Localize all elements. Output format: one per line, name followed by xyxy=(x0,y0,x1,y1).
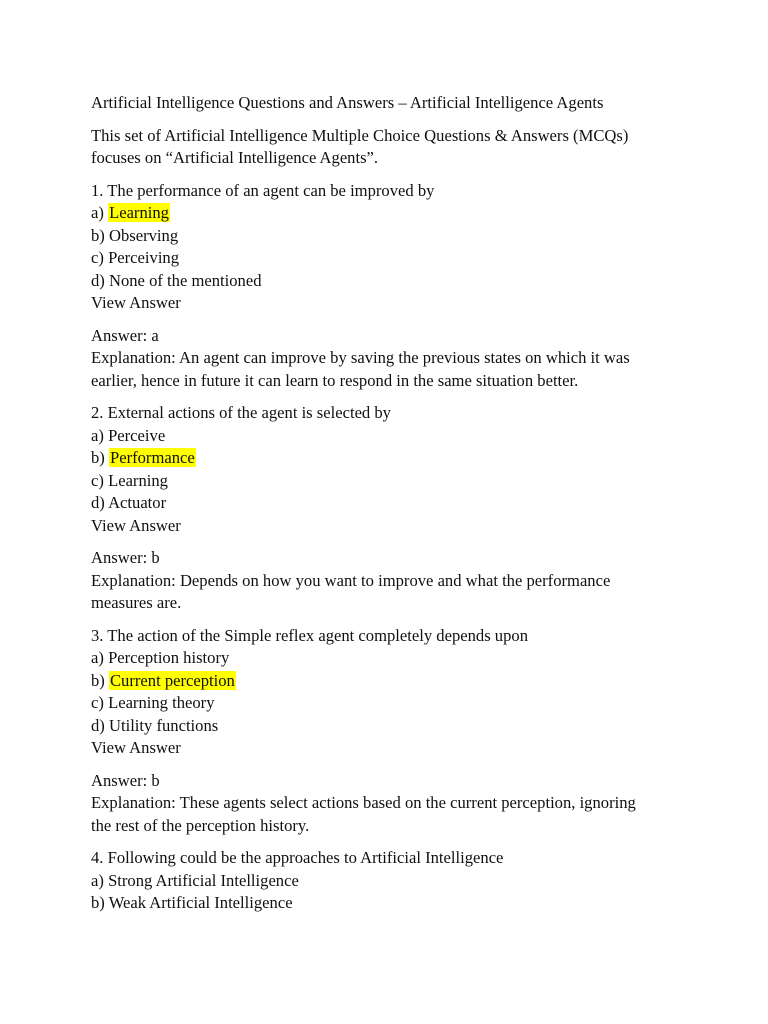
option-c xyxy=(91,247,711,270)
option-prefix: b) xyxy=(91,225,105,245)
option-prefix: d) xyxy=(91,270,105,290)
question-text: 2. External actions of the agent is selected by xyxy=(91,403,391,422)
option-a xyxy=(91,870,711,893)
option-prefix: b) xyxy=(91,670,105,690)
option-prefix: d) xyxy=(91,715,105,735)
answer-text: Answer: a xyxy=(91,325,159,345)
option-c xyxy=(91,692,711,715)
question-3 xyxy=(91,625,711,760)
option-prefix: d) xyxy=(91,493,105,512)
option-text: Actuator xyxy=(108,493,167,512)
option-a xyxy=(91,425,711,448)
answer-text: Answer: b xyxy=(91,770,160,790)
option-a xyxy=(91,647,711,670)
option-text: None of the mentioned xyxy=(108,270,262,290)
option-b xyxy=(91,225,711,248)
option-prefix: c) xyxy=(91,470,104,490)
intro-paragraph xyxy=(91,125,711,170)
explanation-text: the rest of the perception history. xyxy=(91,815,310,835)
option-text: Perception history xyxy=(108,648,230,667)
view-answer-link[interactable]: View Answer xyxy=(91,515,181,535)
question-text: 4. Following could be the approaches to Artificial Intelligence xyxy=(91,848,504,867)
option-prefix: b) xyxy=(91,893,105,912)
option-prefix: a) xyxy=(91,648,104,667)
option-text: Perceiving xyxy=(108,248,180,267)
option-prefix: a) xyxy=(91,203,104,222)
document-title: Artificial Intelligence Questions and Answers – Artificial Intelligence Agents xyxy=(91,93,604,112)
intro-line: focuses on “Artificial Intelligence Agents”. xyxy=(91,148,379,167)
option-a xyxy=(91,202,711,225)
option-text: Perceive xyxy=(108,425,166,445)
option-b xyxy=(91,670,711,693)
answer-text: Answer: b xyxy=(91,548,160,567)
option-b xyxy=(91,447,711,470)
option-text: Strong Artificial Intelligence xyxy=(108,870,299,890)
option-text: Performance xyxy=(109,448,195,467)
option-prefix: c) xyxy=(91,248,104,267)
option-b xyxy=(91,892,711,915)
option-d xyxy=(91,492,711,515)
answer-block-2 xyxy=(91,547,711,615)
option-text: Weak Artificial Intelligence xyxy=(108,893,293,912)
option-text: Observing xyxy=(108,225,179,245)
option-prefix: a) xyxy=(91,425,104,445)
option-prefix: a) xyxy=(91,870,104,890)
answer-block-3 xyxy=(91,770,711,838)
view-answer-link[interactable]: View Answer xyxy=(91,293,181,312)
explanation-text: Explanation: An agent can improve by saving the previous states on which it was xyxy=(91,348,630,367)
intro-line: This set of Artificial Intelligence Multiple Choice Questions & Answers (MCQs) xyxy=(91,125,629,145)
question-4 xyxy=(91,847,711,915)
option-prefix: c) xyxy=(91,693,104,712)
option-text: Current perception xyxy=(109,670,235,690)
option-text: Utility functions xyxy=(108,715,219,735)
explanation-text: Explanation: These agents select actions based on the current perception, ignoring xyxy=(91,793,636,812)
option-text: Learning theory xyxy=(108,693,215,712)
explanation-text: measures are. xyxy=(91,593,182,612)
option-d xyxy=(91,270,711,293)
explanation-text: earlier, hence in future it can learn to respond in the same situation better. xyxy=(91,370,579,390)
question-text: 3. The action of the Simple reflex agent completely depends upon xyxy=(91,625,528,645)
option-prefix: b) xyxy=(91,448,105,467)
view-answer-link[interactable]: View Answer xyxy=(91,738,181,757)
explanation-text: Explanation: Depends on how you want to improve and what the performance xyxy=(91,570,611,590)
question-2 xyxy=(91,402,711,537)
question-text: 1. The performance of an agent can be improved by xyxy=(91,180,435,200)
document-body xyxy=(91,92,711,925)
option-d xyxy=(91,715,711,738)
option-c xyxy=(91,470,711,493)
answer-block-1 xyxy=(91,325,711,393)
option-text: Learning xyxy=(108,470,168,490)
option-text: Learning xyxy=(109,203,169,222)
question-1 xyxy=(91,180,711,315)
